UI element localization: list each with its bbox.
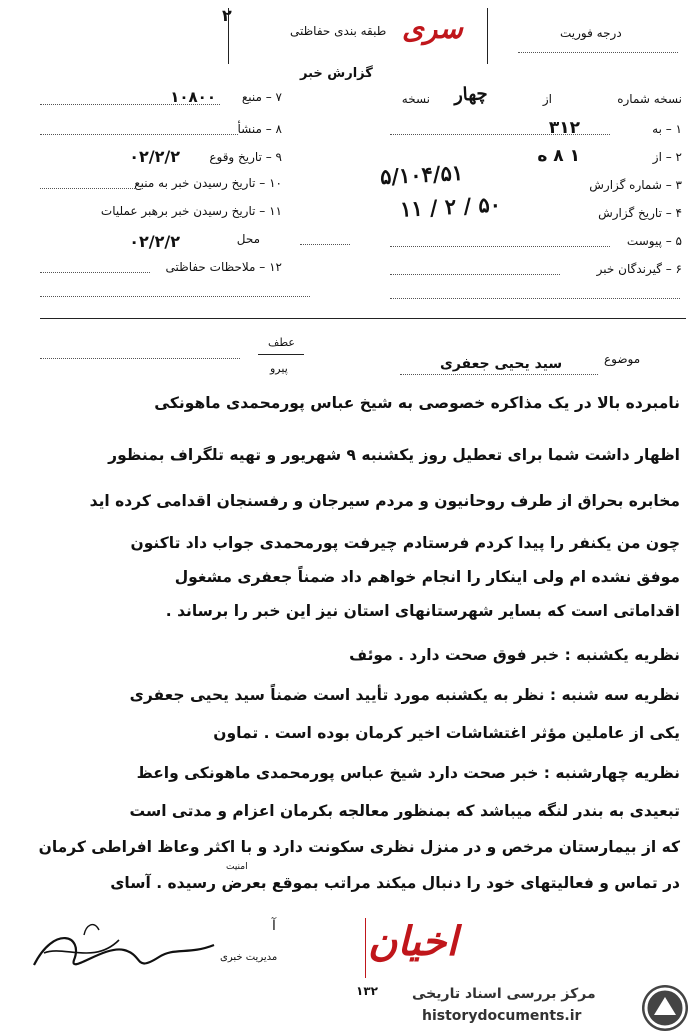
report-title: گزارش خبر [300,66,373,81]
body-line: نظریه چهارشنبه : خبر صحت دارد شیخ عباس پورمحمدی ماهونکی واعظ [136,764,680,782]
reference-divider [258,354,304,355]
degree-line [518,52,678,53]
place-value: ۰۲/۲/۲ [129,232,180,251]
reference-label-1: عطف [268,336,295,349]
copy-number-label: نسخه شماره [617,92,682,106]
body-line: که از بیمارستان مرخص و در منزل نظری سکونت دارد و با اکثر وعاظ افراطی کرمان [38,838,680,856]
place-label: محل [236,232,260,246]
field-6-line [390,274,560,275]
field-8-label: ۸ – منشأ [237,122,282,136]
field-1-label: ۱ – به [652,122,682,136]
body-line: یکی از عاملین مؤثر اغتشاشات اخیر کرمان بوده است . تماون [213,724,680,742]
field-6-label: ۶ – گیرندگان خبر [596,262,682,276]
field-9-value: ۰۲/۲/۲ [129,147,180,166]
field-2-label: ۲ – از [652,150,682,164]
reference-line [40,358,240,359]
signature-caption: مدیریت خبری [220,952,278,963]
stamp-stroke [365,918,366,978]
secret-stamp: سری [402,12,463,45]
body-line: مخابره بحراق از طرف روحانیون و مردم سیرجان و رفسنجان اقدامی کرده اید [89,492,680,510]
handwritten-signature [24,905,224,985]
watermark-url: historydocuments.ir [422,1008,582,1024]
stamp-mark: آ [272,918,276,934]
watermark-title: مرکز بررسی اسناد تاریخی [412,986,596,1002]
copy-total-handwritten: چهار [453,83,489,106]
subject-label: موضوع [604,352,641,366]
field-5-label: ۵ – پیوست [626,234,682,248]
field-7-line [40,104,220,105]
body-line: اظهار داشت شما برای تعطیل روز یکشنبه ۹ شهریور و تهیه تلگراف بمنظور [108,446,680,464]
field-1-value: ۳۱۲ [548,118,580,138]
body-line: نظریه یکشنبه : خبر فوق صحت دارد . موئف [349,646,680,664]
section-divider [40,318,686,319]
field-1-line [390,134,610,135]
field-12-label: ۱۲ – ملاحظات حفاظتی [165,260,282,274]
footer-code: ۱۳۲ [356,984,378,998]
left-blank-line [40,296,310,297]
red-stamp: اخیان [368,918,458,965]
field-11-label: ۱۱ – تاریخ رسیدن خبر برهبر عملیات [100,204,282,218]
field-3-value: ۵/۱۰۴/۵۱ [379,159,464,190]
field-7-label: ۷ – منبع [241,90,282,104]
body-line: اقداماتی است که بسایر شهرستانهای استان نیز این خبر را برساند . [165,602,680,620]
body-line: در تماس و فعالیتهای خود را دنبال میکند مراتب بموقع بعرض رسیده . آسای [110,874,680,892]
right-blank-line [390,298,680,299]
body-line: موفق نشده ام ولی اینکار را انجام خواهم داد ضمناً جعفری مشغول [174,568,680,586]
field-12-line [40,272,150,273]
field-7-value: ۱۰۸۰۰ [170,88,216,106]
body-line: تبعیدی به بندر لنگه میباشد که بمنظور معالجه بکرمان اعزام و مدتی است [129,802,680,820]
archive-logo-icon [642,985,688,1031]
body-line: نامبرده بالا در یک مذاکره خصوصی به شیخ عباس پورمحمدی ماهونکی [154,394,680,412]
field-3-label: ۳ – شماره گزارش [589,178,682,192]
copy-label: نسخه [401,92,430,106]
page-mark: ۲ [222,6,232,25]
place-line [300,244,350,245]
body-line: چون من یکنفر را پیدا کردم فرستادم چیرفت پورمحمدی جواب داد تاکنون [130,534,680,552]
field-4-value: ۱۱ / ۲ / ۵۰ [399,191,502,222]
field-5-line [390,246,610,247]
subject-line [400,374,598,375]
reference-label-2: پیرو [270,362,288,375]
copy-of-label: از [542,92,552,106]
classification-label: طبقه بندی حفاظتی [290,24,387,38]
field-4-label: ۴ – تاریخ گزارش [598,206,682,220]
subject-value: سید یحیی جعفری [440,356,563,372]
field-10-label: ۱۰ – تاریخ رسیدن خبر به منبع [134,176,282,190]
field-8-line [40,134,238,135]
inserted-word: امنیت [226,862,248,872]
body-line: نظریه سه شنبه : نظر به یکشنبه مورد تأیید است ضمناً سید یحیی جعفری [129,686,680,704]
field-10-line [40,188,135,189]
degree-label: درجه فوریت [560,26,622,40]
field-2-value: ۱ ۸ ه [537,146,580,166]
field-9-label: ۹ – تاریخ وقوع [209,150,282,164]
